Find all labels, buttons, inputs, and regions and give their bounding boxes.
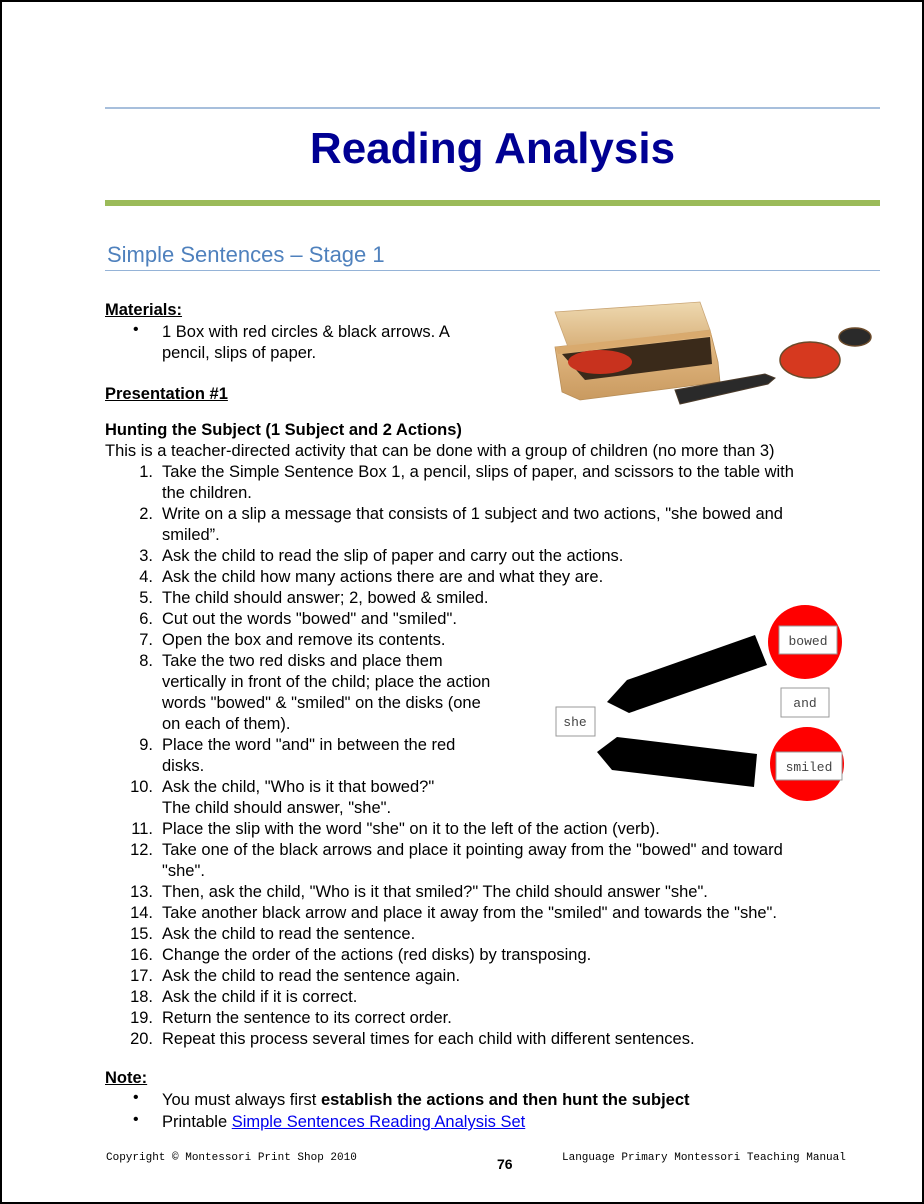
step-number: 20. — [130, 1030, 153, 1048]
step-text-line: Place the word "and" in between the red — [162, 736, 456, 754]
black-arrow-icon — [597, 737, 757, 787]
svg-text:she: she — [563, 715, 587, 730]
step-text-line: "she". — [162, 862, 205, 880]
step-text-line: Ask the child, "Who is it that bowed?" — [162, 778, 435, 796]
black-arrow-icon — [607, 635, 767, 713]
step-text-line: Ask the child to read the slip of paper and carry out the actions. — [162, 547, 624, 565]
step-text-line: disks. — [162, 757, 205, 775]
svg-text:bowed: bowed — [788, 634, 828, 649]
footer-copyright: Copyright © Montessori Print Shop 2010 — [106, 1152, 357, 1164]
svg-text:and: and — [793, 696, 817, 711]
step-number: 9. — [139, 736, 153, 754]
step-text-line: Ask the child if it is correct. — [162, 988, 358, 1006]
step-text-line: the children. — [162, 484, 252, 502]
materials-photo — [550, 292, 880, 412]
step-text-line: Take another black arrow and place it away from the "smiled" and towards the "she". — [162, 904, 777, 922]
step-number: 10. — [130, 778, 153, 796]
materials-item-line: 1 Box with red circles & black arrows. A — [162, 323, 450, 341]
svg-text:smiled: smiled — [785, 760, 833, 775]
step-text-line: Change the order of the actions (red disks) by transposing. — [162, 946, 592, 964]
bullet-icon: • — [133, 321, 139, 338]
step-number: 12. — [130, 841, 153, 859]
presentation-heading: Presentation #1 — [105, 385, 228, 403]
page-title: Reading Analysis — [309, 124, 676, 173]
step-text-line: Write on a slip a message that consists of 1 subject and two actions, "she bowed and — [162, 505, 783, 523]
step-number: 14. — [130, 904, 153, 922]
section-subtitle: Simple Sentences – Stage 1 — [107, 242, 385, 267]
presentation-subheading: Hunting the Subject (1 Subject and 2 Actions) — [105, 421, 462, 439]
top-rule — [105, 107, 880, 109]
step-number: 6. — [139, 610, 153, 628]
footer-manual-title: Language Primary Montessori Teaching Manual — [562, 1152, 846, 1164]
step-number: 16. — [130, 946, 153, 964]
step-text-line: Take the Simple Sentence Box 1, a pencil, slips of paper, and scissors to the table with — [162, 463, 794, 481]
step-number: 4. — [139, 568, 153, 586]
materials-heading: Materials: — [105, 301, 183, 319]
step-text-line: vertically in front of the child; place the action — [162, 673, 491, 691]
step-text-line: Take one of the black arrows and place it pointing away from the "bowed" and toward — [162, 841, 783, 859]
step-number: 1. — [139, 463, 153, 481]
step-number: 15. — [130, 925, 153, 943]
step-number: 5. — [139, 589, 153, 607]
step-number: 8. — [139, 652, 153, 670]
note-item-bold-text: establish the actions and then hunt the subject — [320, 1091, 690, 1109]
step-text-line: The child should answer; 2, bowed & smiled. — [162, 589, 489, 607]
step-text-line: Place the slip with the word "she" on it to the left of the action (verb). — [162, 820, 660, 838]
bullet-icon: • — [133, 1089, 139, 1106]
sentence-diagram — [547, 602, 877, 812]
materials-item-line: pencil, slips of paper. — [162, 344, 317, 362]
step-number: 7. — [139, 631, 153, 649]
note-heading: Note: — [105, 1069, 148, 1087]
step-text-line: Ask the child to read the sentence. — [162, 925, 416, 943]
step-text-line: Then, ask the child, "Who is it that smiled?" The child should answer "she". — [162, 883, 708, 901]
step-text-line: smiled”. — [162, 526, 220, 544]
note-item-text: Printable — [162, 1113, 232, 1131]
step-text-line: words "bowed" & "smiled" on the disks (one — [162, 694, 481, 712]
step-text-line: Open the box and remove its contents. — [162, 631, 446, 649]
step-text-line: Repeat this process several times for each child with different sentences. — [162, 1030, 695, 1048]
printable-set-link[interactable]: Simple Sentences Reading Analysis Set — [231, 1113, 526, 1131]
step-text-line: Cut out the words "bowed" and "smiled". — [162, 610, 457, 628]
step-text-line: Return the sentence to its correct order. — [162, 1009, 452, 1027]
step-text-line: on each of them). — [162, 715, 291, 733]
step-number: 17. — [130, 967, 153, 985]
step-number: 2. — [139, 505, 153, 523]
note-item-text: You must always first — [162, 1091, 321, 1109]
step-number: 18. — [130, 988, 153, 1006]
subtitle-rule — [105, 270, 880, 271]
step-number: 11. — [131, 820, 153, 838]
step-text-line: The child should answer, "she". — [162, 799, 392, 817]
step-number: 3. — [139, 547, 153, 565]
note-item-1 — [162, 1090, 690, 1111]
note-item-2 — [162, 1112, 525, 1133]
bullet-icon: • — [133, 1111, 139, 1128]
step-text-line: Take the two red disks and place them — [162, 652, 443, 670]
step-number: 13. — [130, 883, 153, 901]
step-number: 19. — [130, 1009, 153, 1027]
presentation-intro: This is a teacher-directed activity that can be done with a group of children (no more than 3) — [105, 442, 775, 460]
page-number: 76 — [497, 1156, 513, 1172]
title-underline-rule — [105, 200, 880, 206]
step-text-line: Ask the child to read the sentence again. — [162, 967, 461, 985]
step-text-line: Ask the child how many actions there are and what they are. — [162, 568, 604, 586]
